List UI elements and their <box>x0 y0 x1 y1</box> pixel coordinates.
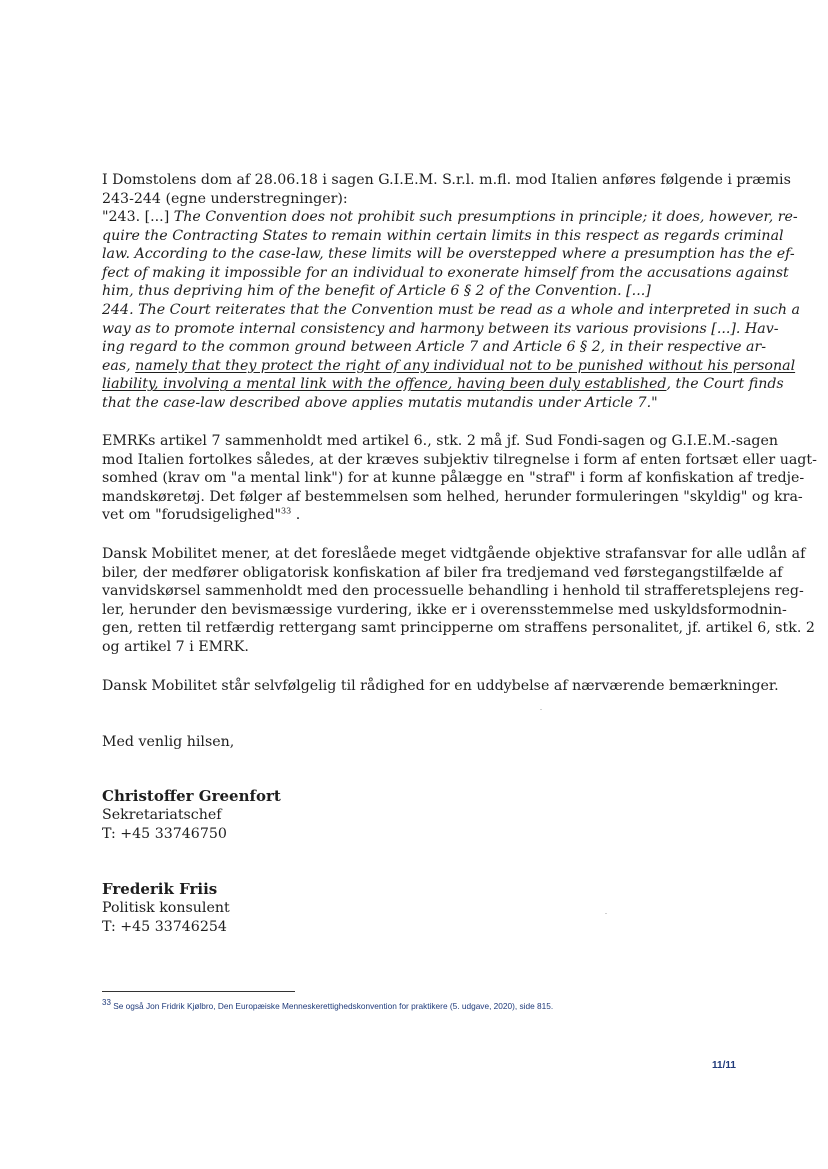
quote-line-4: fect of making it impossible for an individual to exonerate himself from the accusations against <box>102 264 789 281</box>
quote-line-5: him, thus depriving him of the benefit of Article 6 § 2 of the Convention. [...] <box>102 283 651 300</box>
para3-line-3: vanvidskørsel sammenholdt med den processuelle behandling i henhold til strafferetsplejens reg- <box>102 583 804 600</box>
paragraph-position <box>102 545 815 657</box>
para3-line-5: gen, retten til retfærdig rettergang samt principperne om straffens personalitet, jf. artikel 6, stk. 2 <box>102 620 815 637</box>
paragraph-emrk <box>102 432 817 525</box>
para2-last-tail: . <box>291 507 301 524</box>
signatory-name: Christoffer Greenfort <box>102 787 281 805</box>
closing-salutation <box>102 733 708 752</box>
quote-line-8: ing regard to the common ground between Article 7 and Article 6 § 2, in their respective ar- <box>102 339 767 356</box>
para3-line-2: biler, der medfører obligatorisk konfiskation af biler fra tredjemand ved førstegangstilfælde af <box>102 564 783 581</box>
para3-line-1: Dansk Mobilitet mener, at det foreslåede meget vidtgående objektive strafansvar for alle udlån af <box>102 546 806 562</box>
footnote-text: Se også Jon Fridrik Kjølbro, Den Europæiske Menneskerettighedskonvention for praktikere (5. udgave, 2020), side 815. <box>110 1001 554 1011</box>
signatory-title: Politisk konsulent <box>102 900 230 916</box>
quote-line-11: that the case-law described above applies mutatis mutandis under Article 7." <box>102 394 658 411</box>
intro-line-2: 243-244 (egne understregninger): <box>102 190 348 207</box>
quote-line-10 <box>102 375 784 394</box>
quote-underlined-text-cont: liability, involving a mental link with the offence, having been duly established <box>102 376 667 393</box>
quote-line-6: 244. The Court reiterates that the Convention must be read as a whole and interpreted in such a <box>102 301 800 318</box>
quote-text: The Convention does not prohibit such presumptions in principle; it does, however, re- <box>173 209 798 225</box>
footnote-separator <box>102 991 295 992</box>
para2-line-5 <box>102 506 708 525</box>
signatory-phone[interactable]: T: +45 33746750 <box>102 826 227 842</box>
closing-text: Med venlig hilsen, <box>102 734 235 750</box>
para2-last-text: vet om "forudsigelighed" <box>102 507 282 524</box>
signatory-phone[interactable]: T: +45 33746254 <box>102 919 227 935</box>
para2-line-2: mod Italien fortolkes således, at der kræves subjektiv tilregnelse i form af enten fortsæt eller uagt- <box>102 451 817 468</box>
intro-paragraph <box>102 171 791 208</box>
quote-line-1 <box>102 208 798 227</box>
quote-block <box>102 208 800 413</box>
footnote-number: 33 <box>102 998 111 1008</box>
quote-line-10-rest: , the Court finds <box>666 376 784 393</box>
signatory-name: Frederik Friis <box>102 880 218 898</box>
signatory-title: Sekretariatschef <box>102 807 222 823</box>
para4-line: Dansk Mobilitet står selvfølgelig til rådighed for en uddybelse af nærværende bemærkninger. <box>102 678 779 694</box>
footnote <box>102 998 554 1011</box>
quote-line-2: quire the Contracting States to remain within certain limits in this respect as regards criminal <box>102 227 784 244</box>
signatory-1 <box>102 787 281 844</box>
intro-line-1: I Domstolens dom af 28.06.18 i sagen G.I.E.M. S.r.l. m.fl. mod Italien anføres følgende i præmis <box>102 172 791 188</box>
quote-line-3: law. According to the case-law, these limits will be overstepped where a presumption has the ef- <box>102 246 795 263</box>
scan-speck <box>540 709 542 710</box>
signatory-2 <box>102 880 230 937</box>
footnote-reference[interactable]: 33 <box>281 506 292 516</box>
para2-line-4: mandskøretøj. Det følger af bestemmelsen som helhed, herunder formuleringen "skyldig" og kra- <box>102 488 803 505</box>
para3-line-4: ler, herunder den bevismæssige vurdering, ikke er i overensstemmelse med uskyldsformodnin- <box>102 601 787 618</box>
quote-paragraph-ref: "243. [...] <box>102 209 174 225</box>
quote-line-9-plain: eas, <box>102 357 136 374</box>
paragraph-availability <box>102 677 779 696</box>
quote-underlined-text: namely that they protect the right of any individual not to be punished without his personal <box>135 357 796 374</box>
page-number: 11/11 <box>712 1060 736 1071</box>
para3-line-6: og artikel 7 i EMRK. <box>102 638 249 655</box>
quote-line-9 <box>102 357 796 376</box>
scan-speck <box>605 913 607 914</box>
para2-line-3: somhed (krav om "a mental link") for at kunne pålægge en "straf" i form af konfiskation af tredje- <box>102 470 805 487</box>
para2-line-1: EMRKs artikel 7 sammenholdt med artikel 6., stk. 2 må jf. Sud Fondi-sagen og G.I.E.M.-sagen <box>102 433 779 449</box>
quote-line-7: way as to promote internal consistency and harmony between its various provisions [...]. Hav- <box>102 320 779 337</box>
